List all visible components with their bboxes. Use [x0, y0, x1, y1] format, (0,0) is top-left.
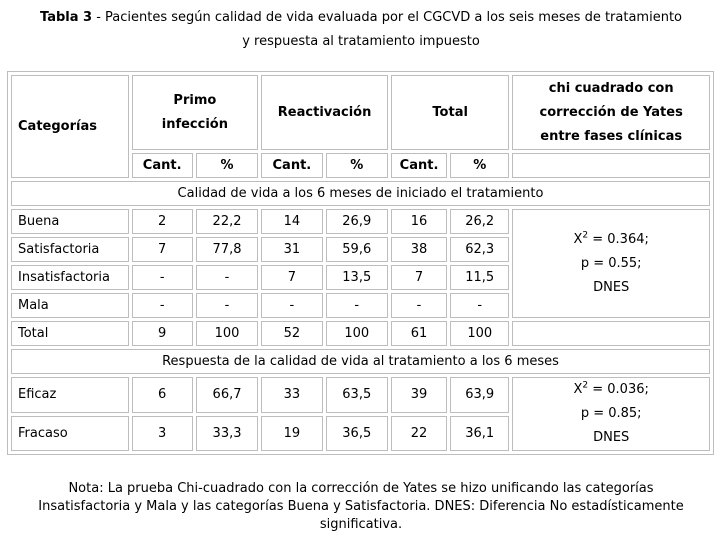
cell-value: -: [196, 293, 258, 318]
cell-value: 7: [132, 237, 193, 262]
chi-result-2: [512, 377, 710, 451]
cell-value: 38: [391, 237, 447, 262]
chi-symbol: X: [573, 382, 583, 397]
chi-p: p = 0.85;: [580, 406, 642, 421]
cell-value: 31: [261, 237, 322, 262]
header-primo: [132, 75, 259, 150]
cell-value: 36,1: [450, 416, 509, 452]
cell-value: 39: [391, 377, 447, 413]
header-cant: Cant.: [391, 153, 447, 178]
cell-value: 7: [261, 265, 322, 290]
cell-value: 9: [132, 321, 193, 346]
table-row: [11, 377, 710, 413]
chi-sup: 2: [582, 380, 589, 391]
cell-value: 63,9: [450, 377, 509, 413]
chi-value: [519, 378, 703, 402]
header-categorias: Categorías: [11, 75, 129, 178]
cell-value: 100: [326, 321, 388, 346]
cell-value: 6: [132, 377, 193, 413]
caption-line-1: [0, 6, 722, 30]
header-cant: Cant.: [261, 153, 322, 178]
section2-title: Respuesta de la calidad de vida al tratamiento a los 6 meses: [11, 349, 710, 374]
header-chi: [512, 75, 710, 150]
cell-value: 59,6: [326, 237, 388, 262]
chi-result-1: [512, 209, 710, 318]
chi-dnes: DNES: [593, 430, 630, 445]
caption-label: Tabla 3: [40, 10, 93, 25]
total-row: [11, 321, 710, 346]
cell-value: 19: [261, 416, 322, 452]
header-chi-line1: chi cuadrado con: [548, 80, 674, 96]
cell-value: 66,7: [196, 377, 258, 413]
note-line-1: Nota: La prueba Chi-cuadrado con la corrección de Yates se hizo unificando las categorías: [68, 481, 654, 496]
cell-value: 16: [391, 209, 447, 234]
chi-value: [519, 228, 703, 252]
chi-symbol: X: [573, 231, 583, 247]
header-reactivacion: Reactivación: [261, 75, 388, 150]
cell-value: 11,5: [450, 265, 509, 290]
row-category: Insatisfactoria: [11, 265, 129, 290]
cell-value: -: [132, 265, 193, 290]
caption-line-2: y respuesta al tratamiento impuesto: [242, 34, 480, 49]
table-caption: [0, 6, 722, 54]
header-primo-line2: infección: [161, 116, 228, 132]
section-row: [11, 181, 710, 206]
section-row: [11, 349, 710, 374]
cell-value: 61: [391, 321, 447, 346]
note-line-2: Insatisfactoria y Mala y las categorías Buena y Satisfactoria. DNES: Diferencia No estadísticamente: [38, 499, 684, 514]
cell-value: -: [261, 293, 322, 318]
cell-value: 22,2: [196, 209, 258, 234]
cell-value: 22: [391, 416, 447, 452]
cell-value: 62,3: [450, 237, 509, 262]
header-cant: Cant.: [132, 153, 193, 178]
results-table: [7, 71, 714, 455]
cell-value: -: [326, 293, 388, 318]
chi-p: p = 0.55;: [580, 255, 642, 271]
row-category: Buena: [11, 209, 129, 234]
row-category: Mala: [11, 293, 129, 318]
row-category: Satisfactoria: [11, 237, 129, 262]
table-note: [0, 480, 722, 534]
cell-value: 63,5: [326, 377, 388, 413]
cell-value: -: [132, 293, 193, 318]
cell-value: 33,3: [196, 416, 258, 452]
header-pct: %: [196, 153, 258, 178]
cell-value: 100: [196, 321, 258, 346]
header-empty-cell: [512, 153, 710, 178]
header-pct: %: [326, 153, 388, 178]
row-category: Total: [11, 321, 129, 346]
cell-value: 2: [132, 209, 193, 234]
chi-number: = 0.036;: [588, 382, 649, 397]
header-chi-line3: entre fases clínicas: [540, 128, 683, 144]
cell-value: -: [450, 293, 509, 318]
table-row: [11, 209, 710, 234]
cell-value: 26,2: [450, 209, 509, 234]
chi-sup: 2: [582, 230, 589, 241]
note-line-3: significativa.: [319, 517, 403, 532]
cell-value: 77,8: [196, 237, 258, 262]
header-row-1: [11, 75, 710, 150]
section1-title: Calidad de vida a los 6 meses de iniciado el tratamiento: [11, 181, 710, 206]
caption-text: - Pacientes según calidad de vida evaluada por el CGCVD a los seis meses de tratamiento: [92, 10, 682, 25]
cell-value: 52: [261, 321, 322, 346]
cell-value: -: [196, 265, 258, 290]
cell-value: 13,5: [326, 265, 388, 290]
cell-value: 3: [132, 416, 193, 452]
cell-value: 33: [261, 377, 322, 413]
cell-value: 36,5: [326, 416, 388, 452]
cell-value: 14: [261, 209, 322, 234]
header-total: Total: [391, 75, 509, 150]
cell-value: -: [391, 293, 447, 318]
chi-dnes: DNES: [593, 279, 630, 295]
cell-value: 100: [450, 321, 509, 346]
chi-number: = 0.364;: [588, 231, 649, 247]
header-chi-line2: corrección de Yates: [539, 104, 683, 120]
header-primo-line1: Primo: [173, 92, 217, 108]
row-category: Eficaz: [11, 377, 129, 413]
header-pct: %: [450, 153, 509, 178]
cell-value: 26,9: [326, 209, 388, 234]
row-category: Fracaso: [11, 416, 129, 452]
cell-value: 7: [391, 265, 447, 290]
empty-cell: [512, 321, 710, 346]
